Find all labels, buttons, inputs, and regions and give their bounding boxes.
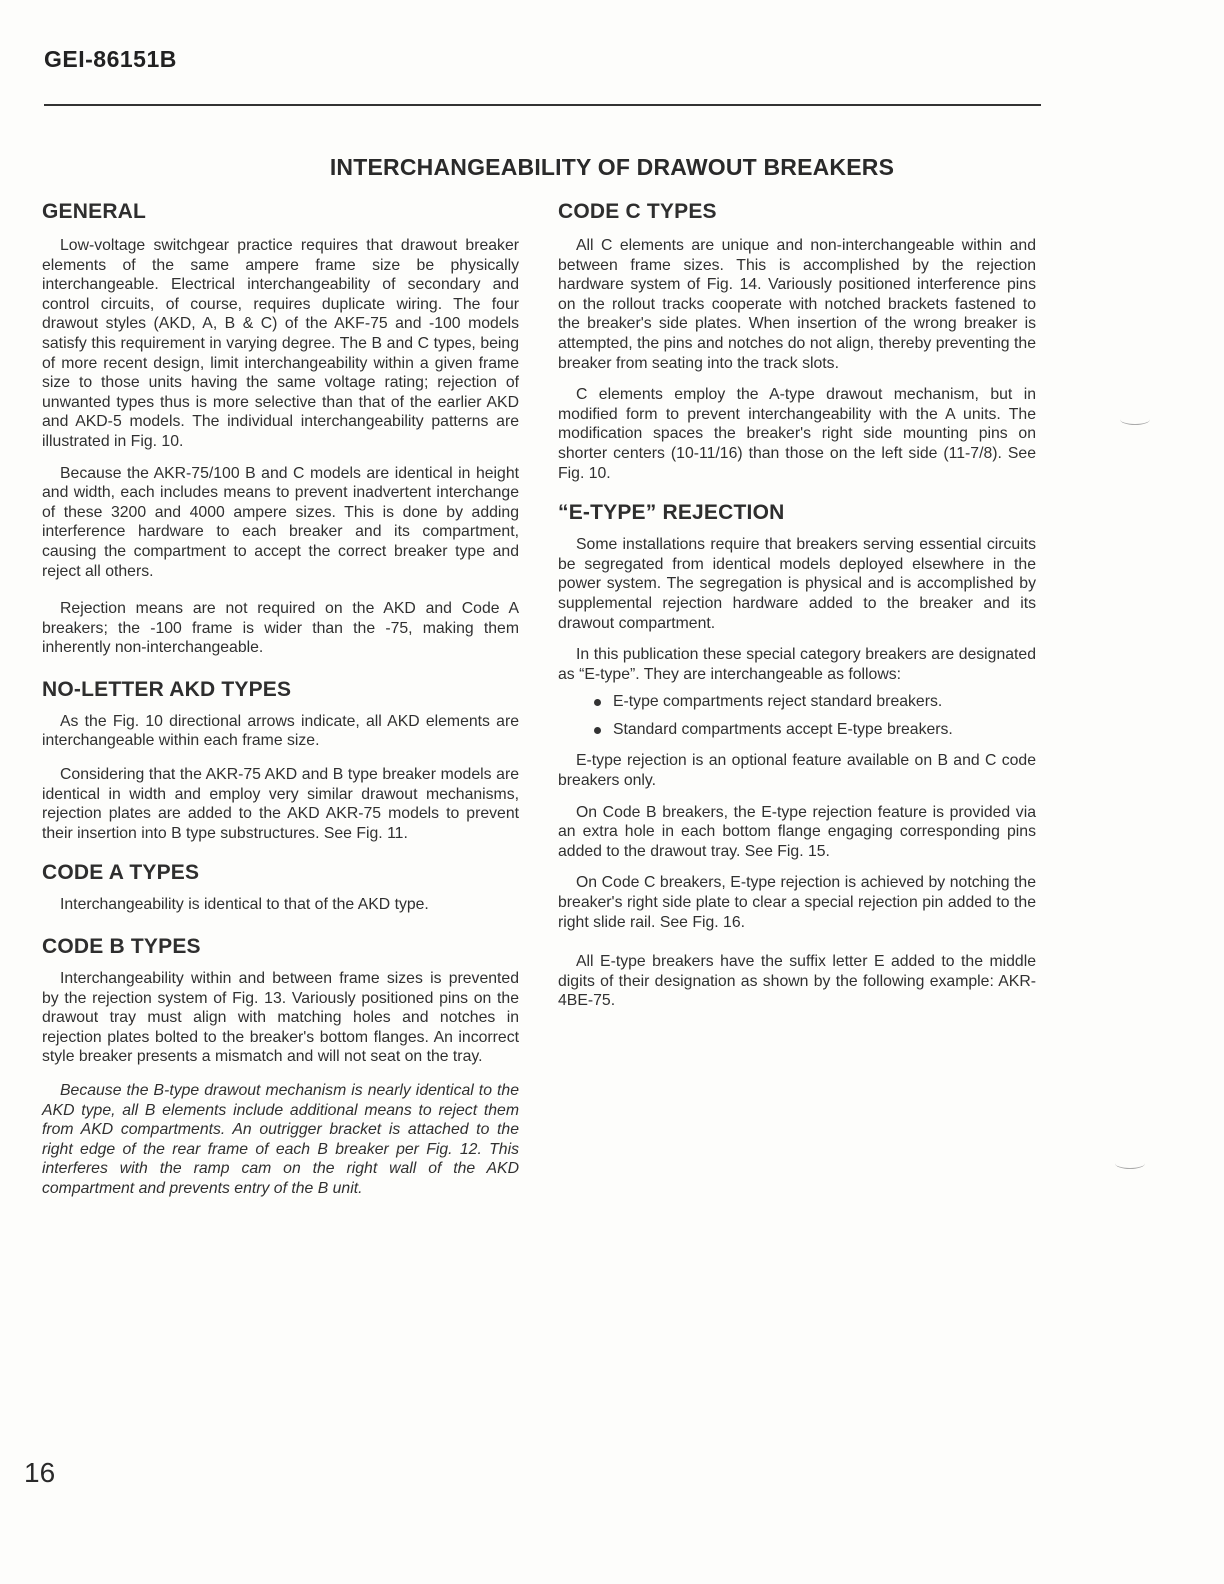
- right-column: [558, 200, 1036, 1011]
- code-c-paragraph-1: All C elements are unique and non-interchangeable within and between frame sizes. This is accomplished by the rejection hardware system of Fig. 14. Variously positioned interference pins on the rollout tracks cooperate with notched brackets fastened to the breaker's side plates. When insertion of the wrong breaker is attempted, the pins and notches do not align, thereby preventing the breaker from seating into the track slots.: [558, 237, 1036, 372]
- code-b-paragraph-2: Because the B-type drawout mechanism is nearly identical to the AKD type, all B elements include additional means to reject them from AKD compartments. An outrigger bracket is attached to the right edge of the rear frame of each B breaker per Fig. 12. This interferes with the ramp cam on the right wall of the AKD compartment and prevents entry of the B unit.: [42, 1082, 519, 1197]
- no-letter-paragraph-2: Considering that the AKR-75 AKD and B type breaker models are identical in width and employ very similar drawout mechanisms, rejection plates are added to the AKD AKR-75 models to prevent their insertion into B type substructures. See Fig. 11.: [42, 766, 519, 842]
- page-number: 16: [24, 1457, 56, 1488]
- page-title: INTERCHANGEABILITY OF DRAWOUT BREAKERS: [329, 154, 895, 180]
- scan-binding-mark: [1120, 414, 1150, 425]
- general-paragraph-3: Rejection means are not required on the AKD and Code A breakers; the -100 frame is wider than the -75, making them inherently non-interchangeable.: [42, 600, 519, 657]
- left-column: [42, 200, 519, 1199]
- code-a-paragraph-1: Interchangeability is identical to that of the AKD type.: [60, 896, 429, 914]
- document-id: GEI-86151B: [44, 46, 177, 72]
- e-type-paragraph-2: In this publication these special category breakers are designated as “E-type”. They are interchangeable as follows:: [558, 646, 1036, 683]
- heading-code-a: CODE A TYPES: [42, 861, 200, 885]
- bullet-text-1: E-type compartments reject standard breakers.: [613, 693, 943, 711]
- heading-general: GENERAL: [42, 200, 147, 223]
- scan-binding-mark: [1115, 1158, 1145, 1169]
- heading-code-b: CODE B TYPES: [42, 935, 201, 959]
- list-item: [558, 720, 1036, 740]
- list-item: [558, 692, 1036, 712]
- bullet-text-2: Standard compartments accept E-type breakers.: [613, 720, 953, 738]
- general-paragraph-1: Low-voltage switchgear practice requires that drawout breaker elements of the same ampere frame size be physically interchangeable. Electrical interchangeability of secondary and control circuits, of course, requires duplicate wiring. The four drawout styles (AKD, A, B & C) of the AKF-75 and -100 models satisfy this requirement in varying degree. The B and C types, being of more recent design, limit interchangeability within a given frame size to those units having the same voltage rating; rejection of unwanted types thus is more selective than that of the earlier AKD and AKD-5 models. The individual interchangeability patterns are illustrated in Fig. 10.: [42, 237, 519, 450]
- no-letter-paragraph-1: As the Fig. 10 directional arrows indicate, all AKD elements are interchangeable within each frame size.: [42, 712, 519, 750]
- e-type-paragraph-1: Some installations require that breakers serving essential circuits be segregated from identical models deployed elsewhere in the power system. The segregation is physical and is accomplished by supplemental rejection hardware added to the breaker and its drawout compartment.: [558, 536, 1036, 632]
- e-type-paragraph-5: On Code C breakers, E-type rejection is achieved by notching the breaker's right side plate to clear a special rejection pin added to the right slide rail. See Fig. 16.: [558, 874, 1036, 931]
- header-rule: [44, 104, 1041, 106]
- e-type-paragraph-3: E-type rejection is an optional feature available on B and C code breakers only.: [558, 752, 1036, 790]
- general-paragraph-2: Because the AKR-75/100 B and C models are identical in height and width, each includes means to prevent inadvertent interchange of these 3200 and 4000 ampere sizes. This is done by adding interference hardware to each breaker and its compartment, causing the compartment to accept the correct breaker type and reject all others.: [42, 464, 519, 580]
- e-type-paragraph-4: On Code B breakers, the E-type rejection feature is provided via an extra hole in each bottom flange engaging corresponding pins added to the drawout tray. See Fig. 15.: [558, 803, 1036, 860]
- code-c-paragraph-2: C elements employ the A-type drawout mechanism, but in modified form to prevent interchangeability with the A units. The modification spaces the breaker's right side mounting pins on shorter centers (10-11/16) than those on the left side (11-7/8). See Fig. 10.: [558, 386, 1036, 482]
- code-b-paragraph-1: Interchangeability within and between frame sizes is prevented by the rejection system of Fig. 13. Variously positioned pins on the drawout tray must align with matching holes and notches in rejection plates bolted to the breaker's bottom flanges. An incorrect style breaker presents a mismatch and will not seat on the tray.: [42, 970, 519, 1066]
- heading-e-type-rejection: “E-TYPE” REJECTION: [558, 501, 785, 525]
- bullet-icon: [594, 699, 601, 706]
- heading-code-c: CODE C TYPES: [558, 200, 717, 223]
- e-type-paragraph-6: All E-type breakers have the suffix letter E added to the middle digits of their designation as shown by the following example: AKR-4BE-75.: [558, 953, 1036, 1010]
- e-type-bullet-list: [558, 692, 1036, 739]
- bullet-icon: [594, 727, 601, 734]
- heading-no-letter-akd: NO-LETTER AKD TYPES: [42, 677, 292, 701]
